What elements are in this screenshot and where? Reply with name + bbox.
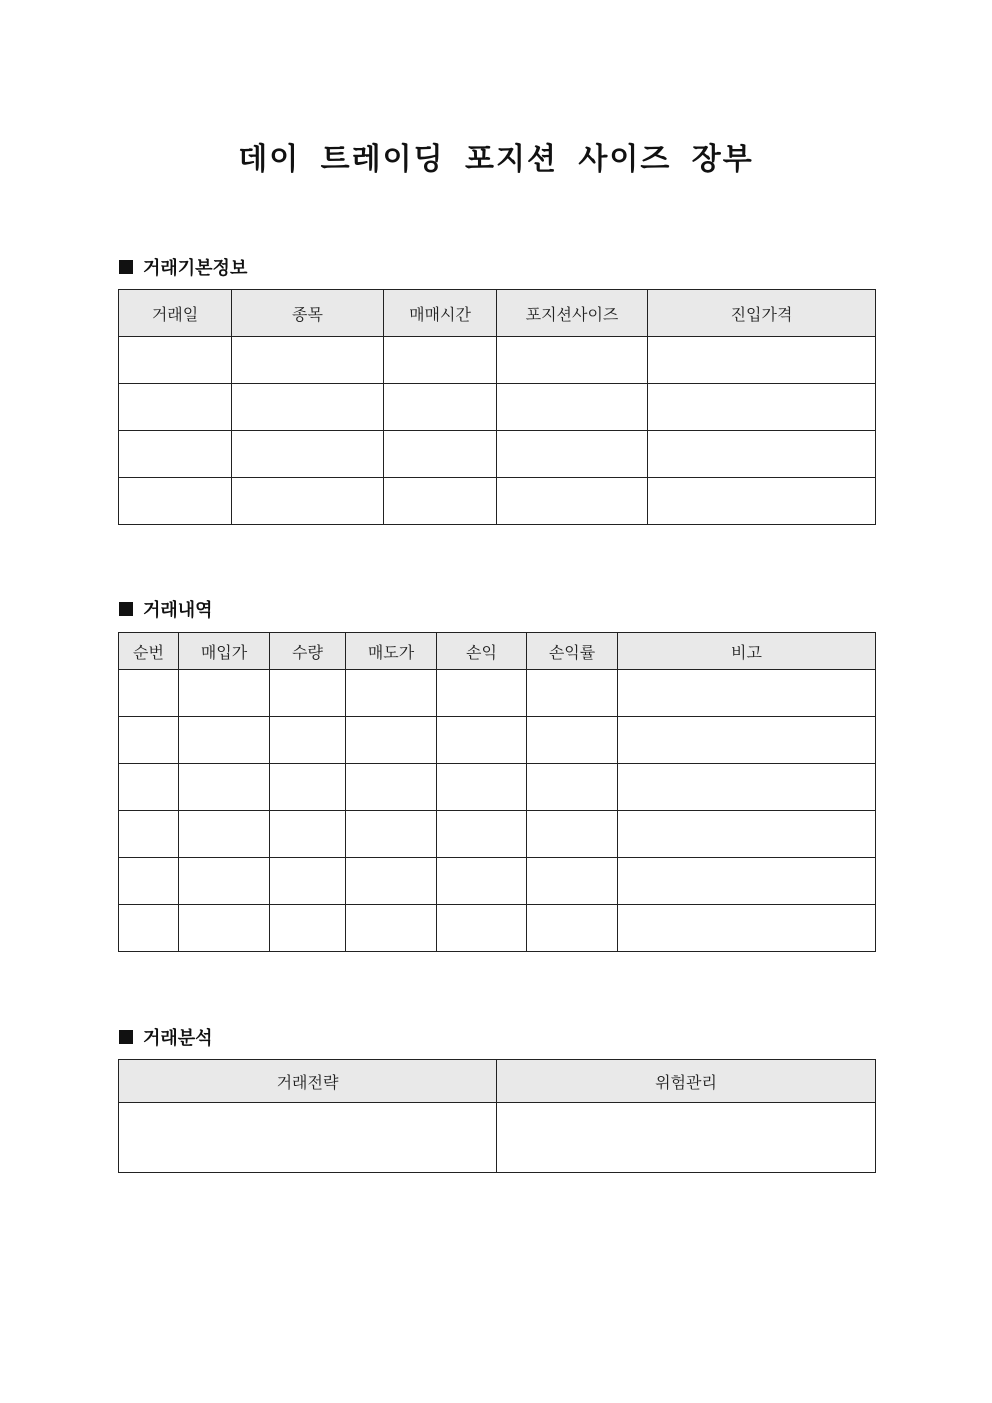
- table-cell[interactable]: [437, 905, 527, 952]
- table-row: [119, 764, 876, 811]
- table-cell[interactable]: [497, 384, 648, 431]
- column-header: 포지션사이즈: [497, 290, 648, 337]
- table-cell[interactable]: [618, 670, 876, 717]
- analysis-table: [118, 1059, 876, 1173]
- table-cell[interactable]: [437, 670, 527, 717]
- table-cell[interactable]: [618, 764, 876, 811]
- table-cell[interactable]: [384, 337, 497, 384]
- square-bullet-icon: [119, 1030, 133, 1044]
- table-cell[interactable]: [527, 717, 618, 764]
- table-cell[interactable]: [437, 764, 527, 811]
- table-cell[interactable]: [648, 478, 876, 525]
- table-row: [119, 858, 876, 905]
- table-cell[interactable]: [527, 811, 618, 858]
- table-row: [119, 431, 876, 478]
- table-cell[interactable]: [648, 337, 876, 384]
- table-cell[interactable]: [346, 858, 437, 905]
- table-cell[interactable]: [648, 384, 876, 431]
- table-cell[interactable]: [270, 811, 346, 858]
- table-header-row: [119, 633, 876, 670]
- table-cell[interactable]: [119, 670, 179, 717]
- table-cell[interactable]: [346, 717, 437, 764]
- section-heading-basic-info: [119, 254, 247, 280]
- table-cell[interactable]: [119, 384, 232, 431]
- table-cell[interactable]: [179, 670, 270, 717]
- column-header: 종목: [232, 290, 384, 337]
- table-cell[interactable]: [270, 717, 346, 764]
- column-header: 손익: [437, 633, 527, 670]
- table-cell[interactable]: [497, 478, 648, 525]
- table-cell[interactable]: [119, 764, 179, 811]
- table-cell[interactable]: [618, 905, 876, 952]
- document-title: 데이 트레이딩 포지션 사이즈 장부: [238, 142, 754, 177]
- section-heading-history: [119, 596, 213, 622]
- square-bullet-icon: [119, 260, 133, 274]
- section-heading-label: 거래분석: [143, 1028, 213, 1049]
- table-cell[interactable]: [270, 905, 346, 952]
- column-header: 위험관리: [497, 1060, 876, 1103]
- table-cell[interactable]: [437, 811, 527, 858]
- section-heading-label: 거래내역: [143, 600, 213, 621]
- column-header: 수량: [270, 633, 346, 670]
- table-header-row: [119, 290, 876, 337]
- table-cell[interactable]: [497, 1103, 876, 1173]
- table-cell[interactable]: [119, 717, 179, 764]
- square-bullet-icon: [119, 602, 133, 616]
- table-cell[interactable]: [119, 431, 232, 478]
- table-cell[interactable]: [437, 717, 527, 764]
- history-table: [118, 632, 876, 952]
- table-cell[interactable]: [179, 717, 270, 764]
- table-cell[interactable]: [384, 384, 497, 431]
- table-cell[interactable]: [179, 905, 270, 952]
- table-cell[interactable]: [384, 431, 497, 478]
- basic-info-table: [118, 289, 876, 525]
- table-cell[interactable]: [527, 858, 618, 905]
- table-cell[interactable]: [527, 905, 618, 952]
- table-cell[interactable]: [179, 764, 270, 811]
- column-header: 매입가: [179, 633, 270, 670]
- column-header: 거래전략: [119, 1060, 497, 1103]
- table-row: [119, 905, 876, 952]
- column-header: 매도가: [346, 633, 437, 670]
- column-header: 거래일: [119, 290, 232, 337]
- table-cell[interactable]: [232, 384, 384, 431]
- column-header: 비고: [618, 633, 876, 670]
- table-cell[interactable]: [618, 858, 876, 905]
- table-cell[interactable]: [232, 431, 384, 478]
- table-cell[interactable]: [384, 478, 497, 525]
- table-cell[interactable]: [648, 431, 876, 478]
- table-cell[interactable]: [346, 670, 437, 717]
- table-cell[interactable]: [119, 811, 179, 858]
- table-cell[interactable]: [618, 717, 876, 764]
- table-row: [119, 384, 876, 431]
- table-cell[interactable]: [232, 337, 384, 384]
- table-cell[interactable]: [232, 478, 384, 525]
- table-cell[interactable]: [346, 764, 437, 811]
- column-header: 손익률: [527, 633, 618, 670]
- section-heading-analysis: [119, 1024, 213, 1050]
- table-cell[interactable]: [179, 811, 270, 858]
- table-cell[interactable]: [618, 811, 876, 858]
- table-row: [119, 1103, 876, 1173]
- table-cell[interactable]: [270, 670, 346, 717]
- table-cell[interactable]: [119, 905, 179, 952]
- table-cell[interactable]: [346, 811, 437, 858]
- table-cell[interactable]: [179, 858, 270, 905]
- table-cell[interactable]: [346, 905, 437, 952]
- table-cell[interactable]: [527, 670, 618, 717]
- table-cell[interactable]: [119, 858, 179, 905]
- column-header: 진입가격: [648, 290, 876, 337]
- column-header: 매매시간: [384, 290, 497, 337]
- table-row: [119, 811, 876, 858]
- table-cell[interactable]: [527, 764, 618, 811]
- table-cell[interactable]: [119, 478, 232, 525]
- table-cell[interactable]: [119, 337, 232, 384]
- table-row: [119, 337, 876, 384]
- table-row: [119, 670, 876, 717]
- table-cell[interactable]: [497, 431, 648, 478]
- table-row: [119, 717, 876, 764]
- table-cell[interactable]: [270, 858, 346, 905]
- section-heading-label: 거래기본정보: [143, 258, 248, 279]
- column-header: 순번: [119, 633, 179, 670]
- table-cell[interactable]: [119, 1103, 497, 1173]
- table-cell[interactable]: [270, 764, 346, 811]
- table-header-row: [119, 1060, 876, 1103]
- table-cell[interactable]: [497, 337, 648, 384]
- table-cell[interactable]: [437, 858, 527, 905]
- table-row: [119, 478, 876, 525]
